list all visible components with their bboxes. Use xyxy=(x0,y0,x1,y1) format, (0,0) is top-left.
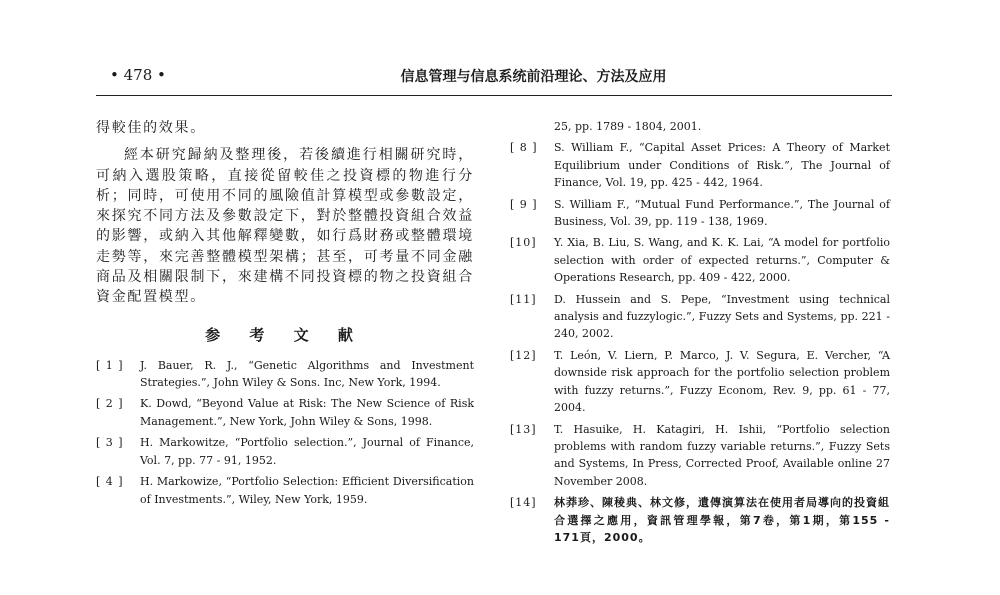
reference-label: [10] xyxy=(510,236,537,250)
running-title: 信息管理与信息系统前沿理论、方法及应用 xyxy=(400,69,667,85)
reference-label: [ 8 ] xyxy=(510,141,538,155)
reference-item xyxy=(96,395,474,430)
reference-text: S. William F., “Capital Asset Prices: A Theory of Market Equilibrium under Conditions of Risk.”, The Journal of Finance, Vol. 19, pp. 425 - 442, 1964. xyxy=(554,141,890,190)
reference-item xyxy=(510,139,890,191)
reference-item xyxy=(510,234,890,286)
reference-item xyxy=(510,196,890,231)
reference-text: T. Hasuike, H. Katagiri, H. Ishii, “Portfolio selection problems with random fuzzy variable returns.”, Fuzzy Sets and Systems, In Press, Corrected Proof, Available online 27 November 2008. xyxy=(554,422,890,488)
reference-text: T. León, V. Liern, P. Marco, J. V. Segura, E. Vercher, “A downside risk approach for the portfolio selection problem with fuzzy returns.”, Fuzzy Econom, Rev. 9, pp. 61 - 77, 2004. xyxy=(554,348,890,415)
reference-item xyxy=(96,473,474,508)
reference-label: [12] xyxy=(510,348,537,362)
left-column xyxy=(96,118,474,512)
reference-item xyxy=(510,494,890,546)
reference-text: 林莽珍、陳稜典、林文修，遺傳演算法在使用者局導向的投資組合選擇之應用，資訊管理學報，第7卷，第1期，第155 - 171頁，2000。 xyxy=(554,496,890,544)
page-number: • 478 • xyxy=(110,66,166,84)
reference-label: [ 1 ] xyxy=(96,358,124,372)
reference-item xyxy=(510,421,890,491)
reference-label: [11] xyxy=(510,292,537,306)
continuation-paragraph: 得較佳的效果。 xyxy=(96,120,206,136)
reference-label: [ 3 ] xyxy=(96,436,124,450)
reference-item xyxy=(96,357,474,392)
reference-label: [ 9 ] xyxy=(510,197,538,211)
references-heading: 参 考 文 献 xyxy=(205,325,365,344)
reference-item xyxy=(96,434,474,469)
reference-text: H. Markowize, “Portfolio Selection: Efficient Diversification of Investments.”, Wiley, New York, 1959. xyxy=(140,475,474,506)
right-column xyxy=(510,118,890,550)
main-paragraph: 經本研究歸納及整理後，若後續進行相關研究時，可納入選股策略，直接從留較佳之投資標的物進行分析；同時，可使用不同的風險值計算模型或參數設定，來探究不同方法及參數設定下，對於整體投資組合效益的影響，或納入其他解釋變數，如行爲財務或整體環境走勢等，來完善整體模型架構；甚至，可考量不同金融商品及相關限制下，來建構不同投資標的物之投資組合資金配置模型。 xyxy=(96,147,474,306)
reference-text: S. William F., “Mutual Fund Performance.”, The Journal of Business, Vol. 39, pp. 119 - 138, 1969. xyxy=(554,197,890,229)
reference-item xyxy=(510,347,890,417)
reference-text: Y. Xia, B. Liu, S. Wang, and K. K. Lai, “A model for portfolio selection with order of expected returns.”, Computer & Operations Research, pp. 409 - 422, 2000. xyxy=(554,236,890,285)
reference-label: [ 2 ] xyxy=(96,397,124,411)
reference-text: H. Markowitze, “Portfolio selection.”, Journal of Finance, Vol. 7, pp. 77 - 91, 1952. xyxy=(140,436,474,467)
reference-item xyxy=(510,291,890,343)
reference-label: [13] xyxy=(510,422,537,436)
page-header xyxy=(96,66,891,92)
reference-continuation: 25, pp. 1789 - 1804, 2001. xyxy=(554,120,702,133)
header-rule xyxy=(96,95,892,96)
reference-text: J. Bauer, R. J., “Genetic Algorithms and Investment Strategies.”, John Wiley & Sons. Inc, New York, 1994. xyxy=(140,358,474,390)
reference-label: [14] xyxy=(510,496,537,510)
reference-text: K. Dowd, “Beyond Value at Risk: The New Science of Risk Management.”, New York, John Wiley & Sons, 1998. xyxy=(140,397,474,428)
reference-text: D. Hussein and S. Pepe, “Investment using technical analysis and fuzzylogic.”, Fuzzy Sets and Systems, pp. 221 - 240, 2002. xyxy=(554,292,890,341)
reference-label: [ 4 ] xyxy=(96,475,124,489)
